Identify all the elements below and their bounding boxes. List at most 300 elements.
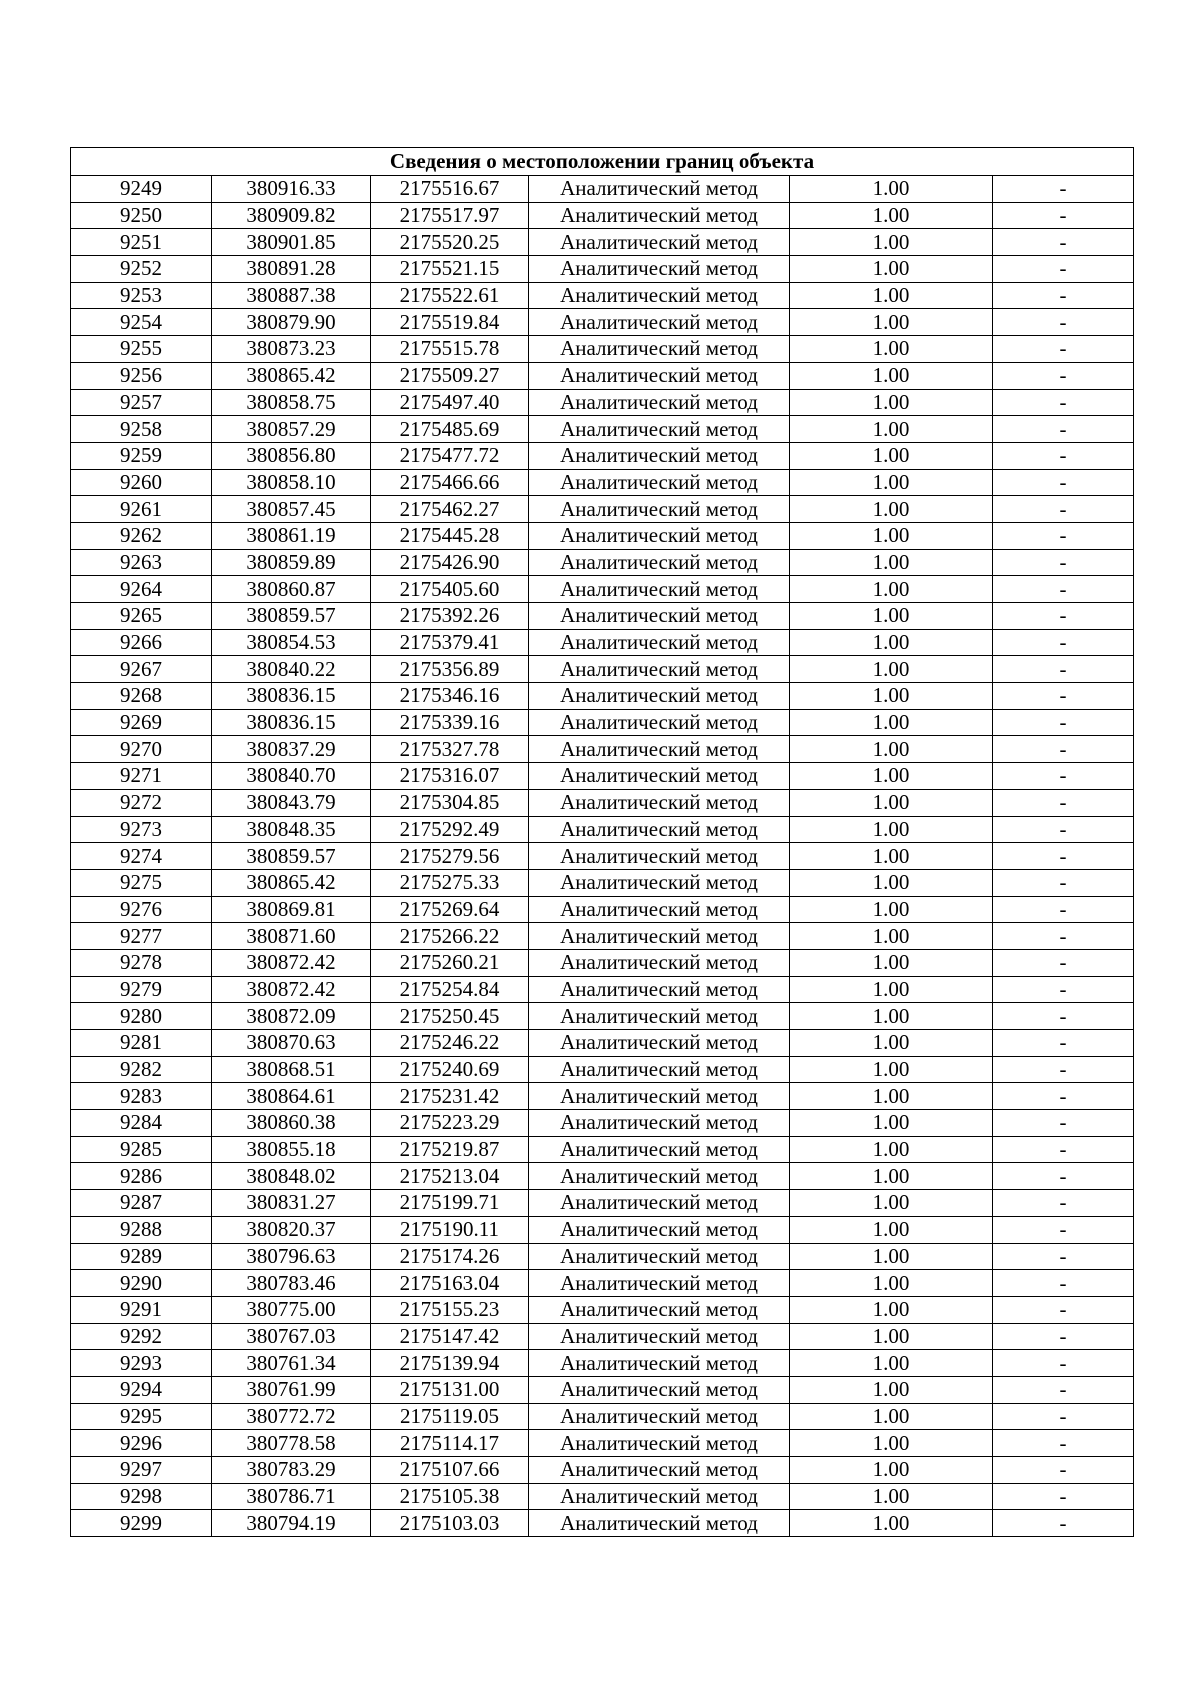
method-cell: Аналитический метод: [529, 442, 790, 469]
description-cell: -: [993, 256, 1134, 283]
table-row: [71, 1190, 1134, 1217]
y-coordinate-cell: 2175379.41: [371, 629, 529, 656]
point-number-cell: 9278: [71, 949, 212, 976]
table-row: [71, 336, 1134, 363]
method-cell: Аналитический метод: [529, 869, 790, 896]
description-cell: -: [993, 763, 1134, 790]
description-cell: -: [993, 282, 1134, 309]
x-coordinate-cell: 380870.63: [212, 1030, 371, 1057]
accuracy-cell: 1.00: [790, 229, 993, 256]
accuracy-cell: 1.00: [790, 1190, 993, 1217]
description-cell: -: [993, 1163, 1134, 1190]
description-cell: -: [993, 1083, 1134, 1110]
y-coordinate-cell: 2175516.67: [371, 176, 529, 203]
point-number-cell: 9294: [71, 1376, 212, 1403]
x-coordinate-cell: 380843.79: [212, 789, 371, 816]
point-number-cell: 9286: [71, 1163, 212, 1190]
x-coordinate-cell: 380831.27: [212, 1190, 371, 1217]
table-row: [71, 843, 1134, 870]
accuracy-cell: 1.00: [790, 709, 993, 736]
description-cell: -: [993, 442, 1134, 469]
point-number-cell: 9259: [71, 442, 212, 469]
description-cell: -: [993, 869, 1134, 896]
table-row: [71, 1110, 1134, 1137]
description-cell: -: [993, 309, 1134, 336]
x-coordinate-cell: 380860.87: [212, 576, 371, 603]
method-cell: Аналитический метод: [529, 1056, 790, 1083]
y-coordinate-cell: 2175246.22: [371, 1030, 529, 1057]
accuracy-cell: 1.00: [790, 442, 993, 469]
method-cell: Аналитический метод: [529, 683, 790, 710]
method-cell: Аналитический метод: [529, 843, 790, 870]
accuracy-cell: 1.00: [790, 843, 993, 870]
y-coordinate-cell: 2175147.42: [371, 1323, 529, 1350]
table-body: [71, 148, 1134, 1537]
table-row: [71, 1163, 1134, 1190]
y-coordinate-cell: 2175139.94: [371, 1350, 529, 1377]
point-number-cell: 9262: [71, 522, 212, 549]
method-cell: Аналитический метод: [529, 896, 790, 923]
x-coordinate-cell: 380891.28: [212, 256, 371, 283]
description-cell: -: [993, 1110, 1134, 1137]
description-cell: -: [993, 1270, 1134, 1297]
y-coordinate-cell: 2175477.72: [371, 442, 529, 469]
point-number-cell: 9291: [71, 1296, 212, 1323]
point-number-cell: 9298: [71, 1483, 212, 1510]
x-coordinate-cell: 380872.09: [212, 1003, 371, 1030]
accuracy-cell: 1.00: [790, 1376, 993, 1403]
description-cell: -: [993, 1430, 1134, 1457]
point-number-cell: 9249: [71, 176, 212, 203]
y-coordinate-cell: 2175219.87: [371, 1136, 529, 1163]
point-number-cell: 9268: [71, 683, 212, 710]
y-coordinate-cell: 2175266.22: [371, 923, 529, 950]
y-coordinate-cell: 2175327.78: [371, 736, 529, 763]
y-coordinate-cell: 2175105.38: [371, 1483, 529, 1510]
y-coordinate-cell: 2175250.45: [371, 1003, 529, 1030]
method-cell: Аналитический метод: [529, 202, 790, 229]
table-row: [71, 709, 1134, 736]
description-cell: -: [993, 1376, 1134, 1403]
y-coordinate-cell: 2175316.07: [371, 763, 529, 790]
table-row: [71, 789, 1134, 816]
point-number-cell: 9287: [71, 1190, 212, 1217]
x-coordinate-cell: 380859.57: [212, 603, 371, 630]
description-cell: -: [993, 976, 1134, 1003]
description-cell: -: [993, 336, 1134, 363]
table-row: [71, 282, 1134, 309]
method-cell: Аналитический метод: [529, 1403, 790, 1430]
table-row: [71, 816, 1134, 843]
method-cell: Аналитический метод: [529, 389, 790, 416]
table-row: [71, 389, 1134, 416]
table-row: [71, 469, 1134, 496]
table-row: [71, 1216, 1134, 1243]
x-coordinate-cell: 380778.58: [212, 1430, 371, 1457]
y-coordinate-cell: 2175405.60: [371, 576, 529, 603]
description-cell: -: [993, 949, 1134, 976]
point-number-cell: 9257: [71, 389, 212, 416]
accuracy-cell: 1.00: [790, 549, 993, 576]
method-cell: Аналитический метод: [529, 629, 790, 656]
accuracy-cell: 1.00: [790, 496, 993, 523]
accuracy-cell: 1.00: [790, 282, 993, 309]
y-coordinate-cell: 2175445.28: [371, 522, 529, 549]
point-number-cell: 9290: [71, 1270, 212, 1297]
method-cell: Аналитический метод: [529, 522, 790, 549]
table-row: [71, 1350, 1134, 1377]
table-row: [71, 1083, 1134, 1110]
x-coordinate-cell: 380916.33: [212, 176, 371, 203]
x-coordinate-cell: 380860.38: [212, 1110, 371, 1137]
y-coordinate-cell: 2175269.64: [371, 896, 529, 923]
x-coordinate-cell: 380767.03: [212, 1323, 371, 1350]
table-row: [71, 1376, 1134, 1403]
description-cell: -: [993, 1296, 1134, 1323]
y-coordinate-cell: 2175119.05: [371, 1403, 529, 1430]
y-coordinate-cell: 2175339.16: [371, 709, 529, 736]
accuracy-cell: 1.00: [790, 1296, 993, 1323]
method-cell: Аналитический метод: [529, 469, 790, 496]
point-number-cell: 9289: [71, 1243, 212, 1270]
table-row: [71, 1056, 1134, 1083]
x-coordinate-cell: 380868.51: [212, 1056, 371, 1083]
description-cell: -: [993, 1483, 1134, 1510]
point-number-cell: 9283: [71, 1083, 212, 1110]
x-coordinate-cell: 380859.57: [212, 843, 371, 870]
method-cell: Аналитический метод: [529, 362, 790, 389]
x-coordinate-cell: 380887.38: [212, 282, 371, 309]
method-cell: Аналитический метод: [529, 949, 790, 976]
accuracy-cell: 1.00: [790, 1483, 993, 1510]
x-coordinate-cell: 380857.29: [212, 416, 371, 443]
x-coordinate-cell: 380848.02: [212, 1163, 371, 1190]
point-number-cell: 9263: [71, 549, 212, 576]
y-coordinate-cell: 2175275.33: [371, 869, 529, 896]
table-row: [71, 629, 1134, 656]
point-number-cell: 9253: [71, 282, 212, 309]
description-cell: -: [993, 1510, 1134, 1537]
point-number-cell: 9271: [71, 763, 212, 790]
x-coordinate-cell: 380871.60: [212, 923, 371, 950]
table-row: [71, 1030, 1134, 1057]
method-cell: Аналитический метод: [529, 1243, 790, 1270]
y-coordinate-cell: 2175519.84: [371, 309, 529, 336]
y-coordinate-cell: 2175426.90: [371, 549, 529, 576]
accuracy-cell: 1.00: [790, 763, 993, 790]
table-row: [71, 603, 1134, 630]
method-cell: Аналитический метод: [529, 1483, 790, 1510]
point-number-cell: 9255: [71, 336, 212, 363]
method-cell: Аналитический метод: [529, 549, 790, 576]
x-coordinate-cell: 380775.00: [212, 1296, 371, 1323]
table-title: Сведения о местоположении границ объекта: [71, 148, 1134, 176]
y-coordinate-cell: 2175260.21: [371, 949, 529, 976]
description-cell: -: [993, 1243, 1134, 1270]
x-coordinate-cell: 380865.42: [212, 362, 371, 389]
point-number-cell: 9299: [71, 1510, 212, 1537]
method-cell: Аналитический метод: [529, 789, 790, 816]
accuracy-cell: 1.00: [790, 1163, 993, 1190]
y-coordinate-cell: 2175199.71: [371, 1190, 529, 1217]
accuracy-cell: 1.00: [790, 1270, 993, 1297]
accuracy-cell: 1.00: [790, 256, 993, 283]
y-coordinate-cell: 2175515.78: [371, 336, 529, 363]
accuracy-cell: 1.00: [790, 576, 993, 603]
accuracy-cell: 1.00: [790, 949, 993, 976]
method-cell: Аналитический метод: [529, 1350, 790, 1377]
method-cell: Аналитический метод: [529, 1003, 790, 1030]
point-number-cell: 9281: [71, 1030, 212, 1057]
accuracy-cell: 1.00: [790, 469, 993, 496]
point-number-cell: 9288: [71, 1216, 212, 1243]
description-cell: -: [993, 389, 1134, 416]
point-number-cell: 9273: [71, 816, 212, 843]
point-number-cell: 9267: [71, 656, 212, 683]
boundary-coordinates-table: [70, 147, 1134, 1537]
description-cell: -: [993, 656, 1134, 683]
point-number-cell: 9261: [71, 496, 212, 523]
table-row: [71, 256, 1134, 283]
description-cell: -: [993, 629, 1134, 656]
accuracy-cell: 1.00: [790, 202, 993, 229]
method-cell: Аналитический метод: [529, 309, 790, 336]
point-number-cell: 9277: [71, 923, 212, 950]
y-coordinate-cell: 2175231.42: [371, 1083, 529, 1110]
accuracy-cell: 1.00: [790, 1403, 993, 1430]
table-row: [71, 1430, 1134, 1457]
description-cell: -: [993, 576, 1134, 603]
method-cell: Аналитический метод: [529, 976, 790, 1003]
method-cell: Аналитический метод: [529, 256, 790, 283]
description-cell: -: [993, 789, 1134, 816]
accuracy-cell: 1.00: [790, 1216, 993, 1243]
x-coordinate-cell: 380840.22: [212, 656, 371, 683]
point-number-cell: 9276: [71, 896, 212, 923]
y-coordinate-cell: 2175462.27: [371, 496, 529, 523]
description-cell: -: [993, 1216, 1134, 1243]
description-cell: -: [993, 522, 1134, 549]
description-cell: -: [993, 816, 1134, 843]
y-coordinate-cell: 2175346.16: [371, 683, 529, 710]
table-row: [71, 656, 1134, 683]
method-cell: Аналитический метод: [529, 603, 790, 630]
y-coordinate-cell: 2175223.29: [371, 1110, 529, 1137]
point-number-cell: 9274: [71, 843, 212, 870]
point-number-cell: 9251: [71, 229, 212, 256]
accuracy-cell: 1.00: [790, 1083, 993, 1110]
accuracy-cell: 1.00: [790, 1323, 993, 1350]
description-cell: -: [993, 549, 1134, 576]
method-cell: Аналитический метод: [529, 1430, 790, 1457]
point-number-cell: 9292: [71, 1323, 212, 1350]
accuracy-cell: 1.00: [790, 362, 993, 389]
y-coordinate-cell: 2175356.89: [371, 656, 529, 683]
method-cell: Аналитический метод: [529, 1296, 790, 1323]
point-number-cell: 9250: [71, 202, 212, 229]
point-number-cell: 9296: [71, 1430, 212, 1457]
accuracy-cell: 1.00: [790, 736, 993, 763]
table-row: [71, 1270, 1134, 1297]
x-coordinate-cell: 380794.19: [212, 1510, 371, 1537]
table-row: [71, 683, 1134, 710]
description-cell: -: [993, 496, 1134, 523]
method-cell: Аналитический метод: [529, 1110, 790, 1137]
method-cell: Аналитический метод: [529, 282, 790, 309]
x-coordinate-cell: 380783.29: [212, 1457, 371, 1484]
description-cell: -: [993, 1003, 1134, 1030]
table-row: [71, 949, 1134, 976]
point-number-cell: 9260: [71, 469, 212, 496]
table-row: [71, 1323, 1134, 1350]
x-coordinate-cell: 380869.81: [212, 896, 371, 923]
description-cell: -: [993, 603, 1134, 630]
x-coordinate-cell: 380796.63: [212, 1243, 371, 1270]
accuracy-cell: 1.00: [790, 656, 993, 683]
y-coordinate-cell: 2175190.11: [371, 1216, 529, 1243]
description-cell: -: [993, 229, 1134, 256]
x-coordinate-cell: 380761.99: [212, 1376, 371, 1403]
method-cell: Аналитический метод: [529, 1136, 790, 1163]
table-row: [71, 229, 1134, 256]
y-coordinate-cell: 2175131.00: [371, 1376, 529, 1403]
x-coordinate-cell: 380836.15: [212, 683, 371, 710]
description-cell: -: [993, 1403, 1134, 1430]
description-cell: -: [993, 1136, 1134, 1163]
x-coordinate-cell: 380786.71: [212, 1483, 371, 1510]
table-row: [71, 869, 1134, 896]
x-coordinate-cell: 380909.82: [212, 202, 371, 229]
y-coordinate-cell: 2175240.69: [371, 1056, 529, 1083]
accuracy-cell: 1.00: [790, 1430, 993, 1457]
y-coordinate-cell: 2175213.04: [371, 1163, 529, 1190]
table-row: [71, 923, 1134, 950]
description-cell: -: [993, 843, 1134, 870]
accuracy-cell: 1.00: [790, 629, 993, 656]
table-row: [71, 309, 1134, 336]
method-cell: Аналитический метод: [529, 1030, 790, 1057]
y-coordinate-cell: 2175485.69: [371, 416, 529, 443]
table-row: [71, 576, 1134, 603]
table-row: [71, 416, 1134, 443]
description-cell: -: [993, 1457, 1134, 1484]
table-row: [71, 362, 1134, 389]
description-cell: -: [993, 416, 1134, 443]
y-coordinate-cell: 2175107.66: [371, 1457, 529, 1484]
table-row: [71, 1457, 1134, 1484]
accuracy-cell: 1.00: [790, 896, 993, 923]
method-cell: Аналитический метод: [529, 763, 790, 790]
point-number-cell: 9265: [71, 603, 212, 630]
y-coordinate-cell: 2175392.26: [371, 603, 529, 630]
table-row: [71, 1296, 1134, 1323]
point-number-cell: 9275: [71, 869, 212, 896]
method-cell: Аналитический метод: [529, 923, 790, 950]
y-coordinate-cell: 2175304.85: [371, 789, 529, 816]
method-cell: Аналитический метод: [529, 496, 790, 523]
accuracy-cell: 1.00: [790, 1110, 993, 1137]
accuracy-cell: 1.00: [790, 603, 993, 630]
y-coordinate-cell: 2175520.25: [371, 229, 529, 256]
point-number-cell: 9264: [71, 576, 212, 603]
method-cell: Аналитический метод: [529, 1376, 790, 1403]
y-coordinate-cell: 2175103.03: [371, 1510, 529, 1537]
table-row: [71, 1003, 1134, 1030]
method-cell: Аналитический метод: [529, 1457, 790, 1484]
method-cell: Аналитический метод: [529, 176, 790, 203]
y-coordinate-cell: 2175163.04: [371, 1270, 529, 1297]
x-coordinate-cell: 380879.90: [212, 309, 371, 336]
table-row: [71, 1510, 1134, 1537]
x-coordinate-cell: 380864.61: [212, 1083, 371, 1110]
description-cell: -: [993, 1056, 1134, 1083]
table-row: [71, 496, 1134, 523]
x-coordinate-cell: 380783.46: [212, 1270, 371, 1297]
method-cell: Аналитический метод: [529, 1270, 790, 1297]
x-coordinate-cell: 380837.29: [212, 736, 371, 763]
method-cell: Аналитический метод: [529, 576, 790, 603]
accuracy-cell: 1.00: [790, 522, 993, 549]
point-number-cell: 9284: [71, 1110, 212, 1137]
table-row: [71, 176, 1134, 203]
description-cell: -: [993, 709, 1134, 736]
description-cell: -: [993, 469, 1134, 496]
table-row: [71, 1483, 1134, 1510]
table-row: [71, 1243, 1134, 1270]
method-cell: Аналитический метод: [529, 1510, 790, 1537]
description-cell: -: [993, 923, 1134, 950]
table-row: [71, 736, 1134, 763]
method-cell: Аналитический метод: [529, 1323, 790, 1350]
accuracy-cell: 1.00: [790, 309, 993, 336]
description-cell: -: [993, 1323, 1134, 1350]
method-cell: Аналитический метод: [529, 656, 790, 683]
x-coordinate-cell: 380865.42: [212, 869, 371, 896]
x-coordinate-cell: 380836.15: [212, 709, 371, 736]
accuracy-cell: 1.00: [790, 869, 993, 896]
point-number-cell: 9279: [71, 976, 212, 1003]
accuracy-cell: 1.00: [790, 176, 993, 203]
x-coordinate-cell: 380859.89: [212, 549, 371, 576]
method-cell: Аналитический метод: [529, 229, 790, 256]
accuracy-cell: 1.00: [790, 683, 993, 710]
accuracy-cell: 1.00: [790, 1350, 993, 1377]
table-row: [71, 1136, 1134, 1163]
x-coordinate-cell: 380861.19: [212, 522, 371, 549]
table-row: [71, 202, 1134, 229]
x-coordinate-cell: 380772.72: [212, 1403, 371, 1430]
accuracy-cell: 1.00: [790, 416, 993, 443]
table-row: [71, 976, 1134, 1003]
y-coordinate-cell: 2175521.15: [371, 256, 529, 283]
y-coordinate-cell: 2175497.40: [371, 389, 529, 416]
method-cell: Аналитический метод: [529, 736, 790, 763]
table-row: [71, 549, 1134, 576]
point-number-cell: 9280: [71, 1003, 212, 1030]
accuracy-cell: 1.00: [790, 1030, 993, 1057]
description-cell: -: [993, 1030, 1134, 1057]
x-coordinate-cell: 380855.18: [212, 1136, 371, 1163]
description-cell: -: [993, 1350, 1134, 1377]
y-coordinate-cell: 2175509.27: [371, 362, 529, 389]
x-coordinate-cell: 380901.85: [212, 229, 371, 256]
y-coordinate-cell: 2175279.56: [371, 843, 529, 870]
point-number-cell: 9252: [71, 256, 212, 283]
x-coordinate-cell: 380872.42: [212, 949, 371, 976]
table-row: [71, 1403, 1134, 1430]
y-coordinate-cell: 2175155.23: [371, 1296, 529, 1323]
x-coordinate-cell: 380848.35: [212, 816, 371, 843]
